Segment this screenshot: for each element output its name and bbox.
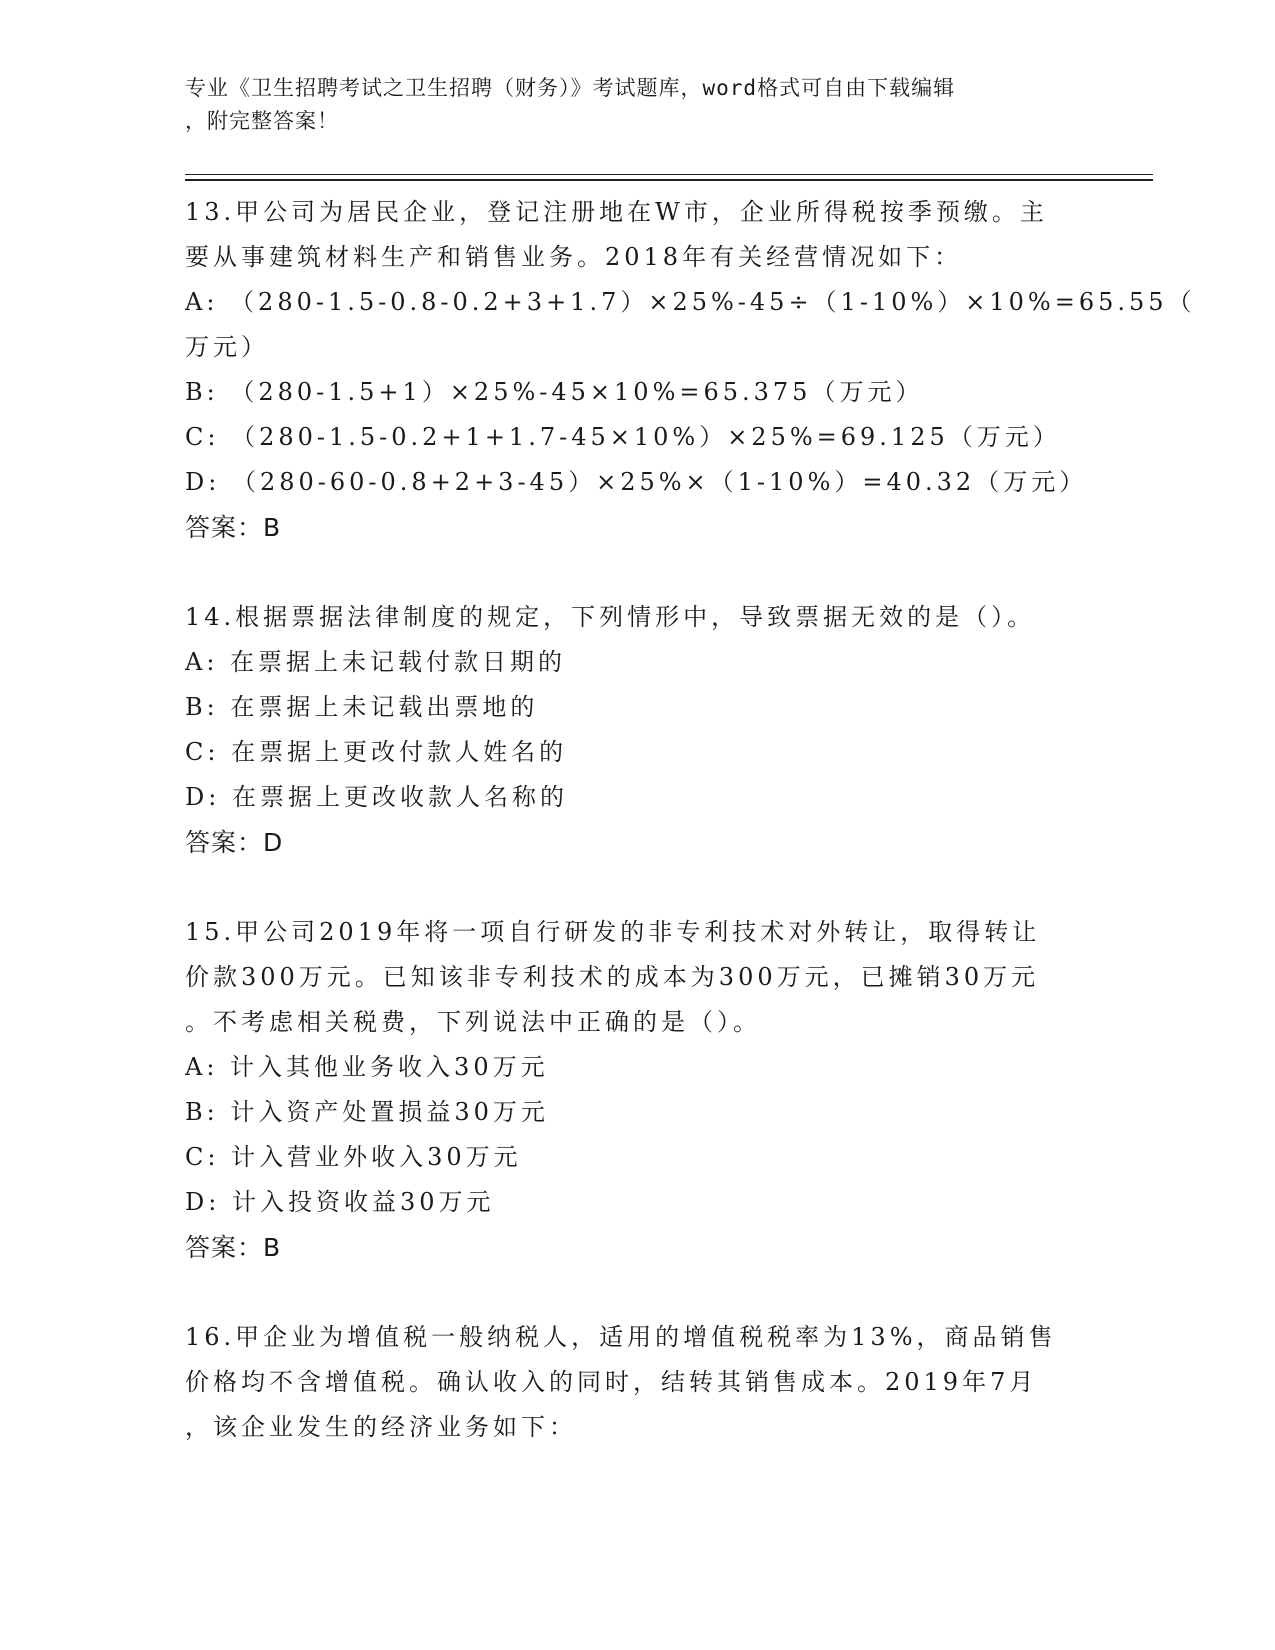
question-block: [185, 910, 1085, 1270]
answer-option-line: D: 计入投资收益30万元: [185, 1188, 495, 1216]
answer-option-line: C: 计入营业外收入30万元: [185, 1143, 522, 1171]
question-block: [185, 1315, 1085, 1450]
question-spacer: [185, 550, 1085, 595]
answer-option-line: C: 在票据上更改付款人姓名的: [185, 738, 568, 766]
answer-option-line: A: 计入其他业务收入30万元: [185, 1053, 549, 1081]
answer-option-line: D: （280-60-0.8+2+3-45）×25%×（1-10%）=40.32（万元）: [185, 468, 1088, 496]
question-stem-line: 。不考虑相关税费，下列说法中正确的是（）。: [185, 1008, 761, 1036]
header-divider-thick: [185, 179, 1153, 181]
question-stem-line: 要从事建筑材料生产和销售业务。2018年有关经营情况如下：: [185, 243, 963, 271]
question-stem-line: 15.甲公司2019年将一项自行研发的非专利技术对外转让，取得转让: [185, 918, 1041, 946]
answer-option-line: B: 在票据上未记载出票地的: [185, 693, 539, 721]
answer-key: 答案：D: [185, 828, 284, 857]
question-stem-line: 13.甲公司为居民企业，登记注册地在W市，企业所得税按季预缴。主: [185, 198, 1048, 226]
answer-key: 答案：B: [185, 513, 282, 542]
question-stem-line: 价格均不含增值税。确认收入的同时，结转其销售成本。2019年7月: [185, 1368, 1038, 1396]
question-stem-line: 14.根据票据法律制度的规定，下列情形中，导致票据无效的是（）。: [185, 603, 1036, 631]
answer-option-line: B: （280-1.5+1）×25%-45×10%=65.375（万元）: [185, 378, 924, 406]
document-header: [185, 72, 1065, 138]
header-line-1: 专业《卫生招聘考试之卫生招聘（财务）》考试题库，word格式可自由下载编辑: [185, 76, 956, 100]
answer-option-line: A: （280-1.5-0.8-0.2+3+1.7）×25%-45÷（1-10%）×10%=65.55（: [185, 288, 1196, 316]
header-line-2: ，附完整答案！: [185, 109, 339, 133]
question-stem-line: 价款300万元。已知该非专利技术的成本为300万元，已摊销30万元: [185, 963, 1040, 991]
answer-option-line: C: （280-1.5-0.2+1+1.7-45×10%）×25%=69.125（万元）: [185, 423, 1061, 451]
header-divider-thin: [185, 174, 1153, 175]
question-block: [185, 595, 1085, 865]
answer-option-line: A: 在票据上未记载付款日期的: [185, 648, 567, 676]
question-spacer: [185, 865, 1085, 910]
question-stem-line: ，该企业发生的经济业务如下：: [185, 1413, 577, 1441]
question-spacer: [185, 1270, 1085, 1315]
answer-key: 答案：B: [185, 1233, 282, 1262]
answer-option-line: D: 在票据上更改收款人名称的: [185, 783, 568, 811]
question-stem-line: 16.甲企业为增值税一般纳税人，适用的增值税税率为13%，商品销售: [185, 1323, 1057, 1351]
answer-option-line: B: 计入资产处置损益30万元: [185, 1098, 549, 1126]
answer-option-line: 万元）: [185, 333, 269, 361]
question-list: [185, 190, 1196, 1450]
question-block: [185, 190, 1196, 550]
